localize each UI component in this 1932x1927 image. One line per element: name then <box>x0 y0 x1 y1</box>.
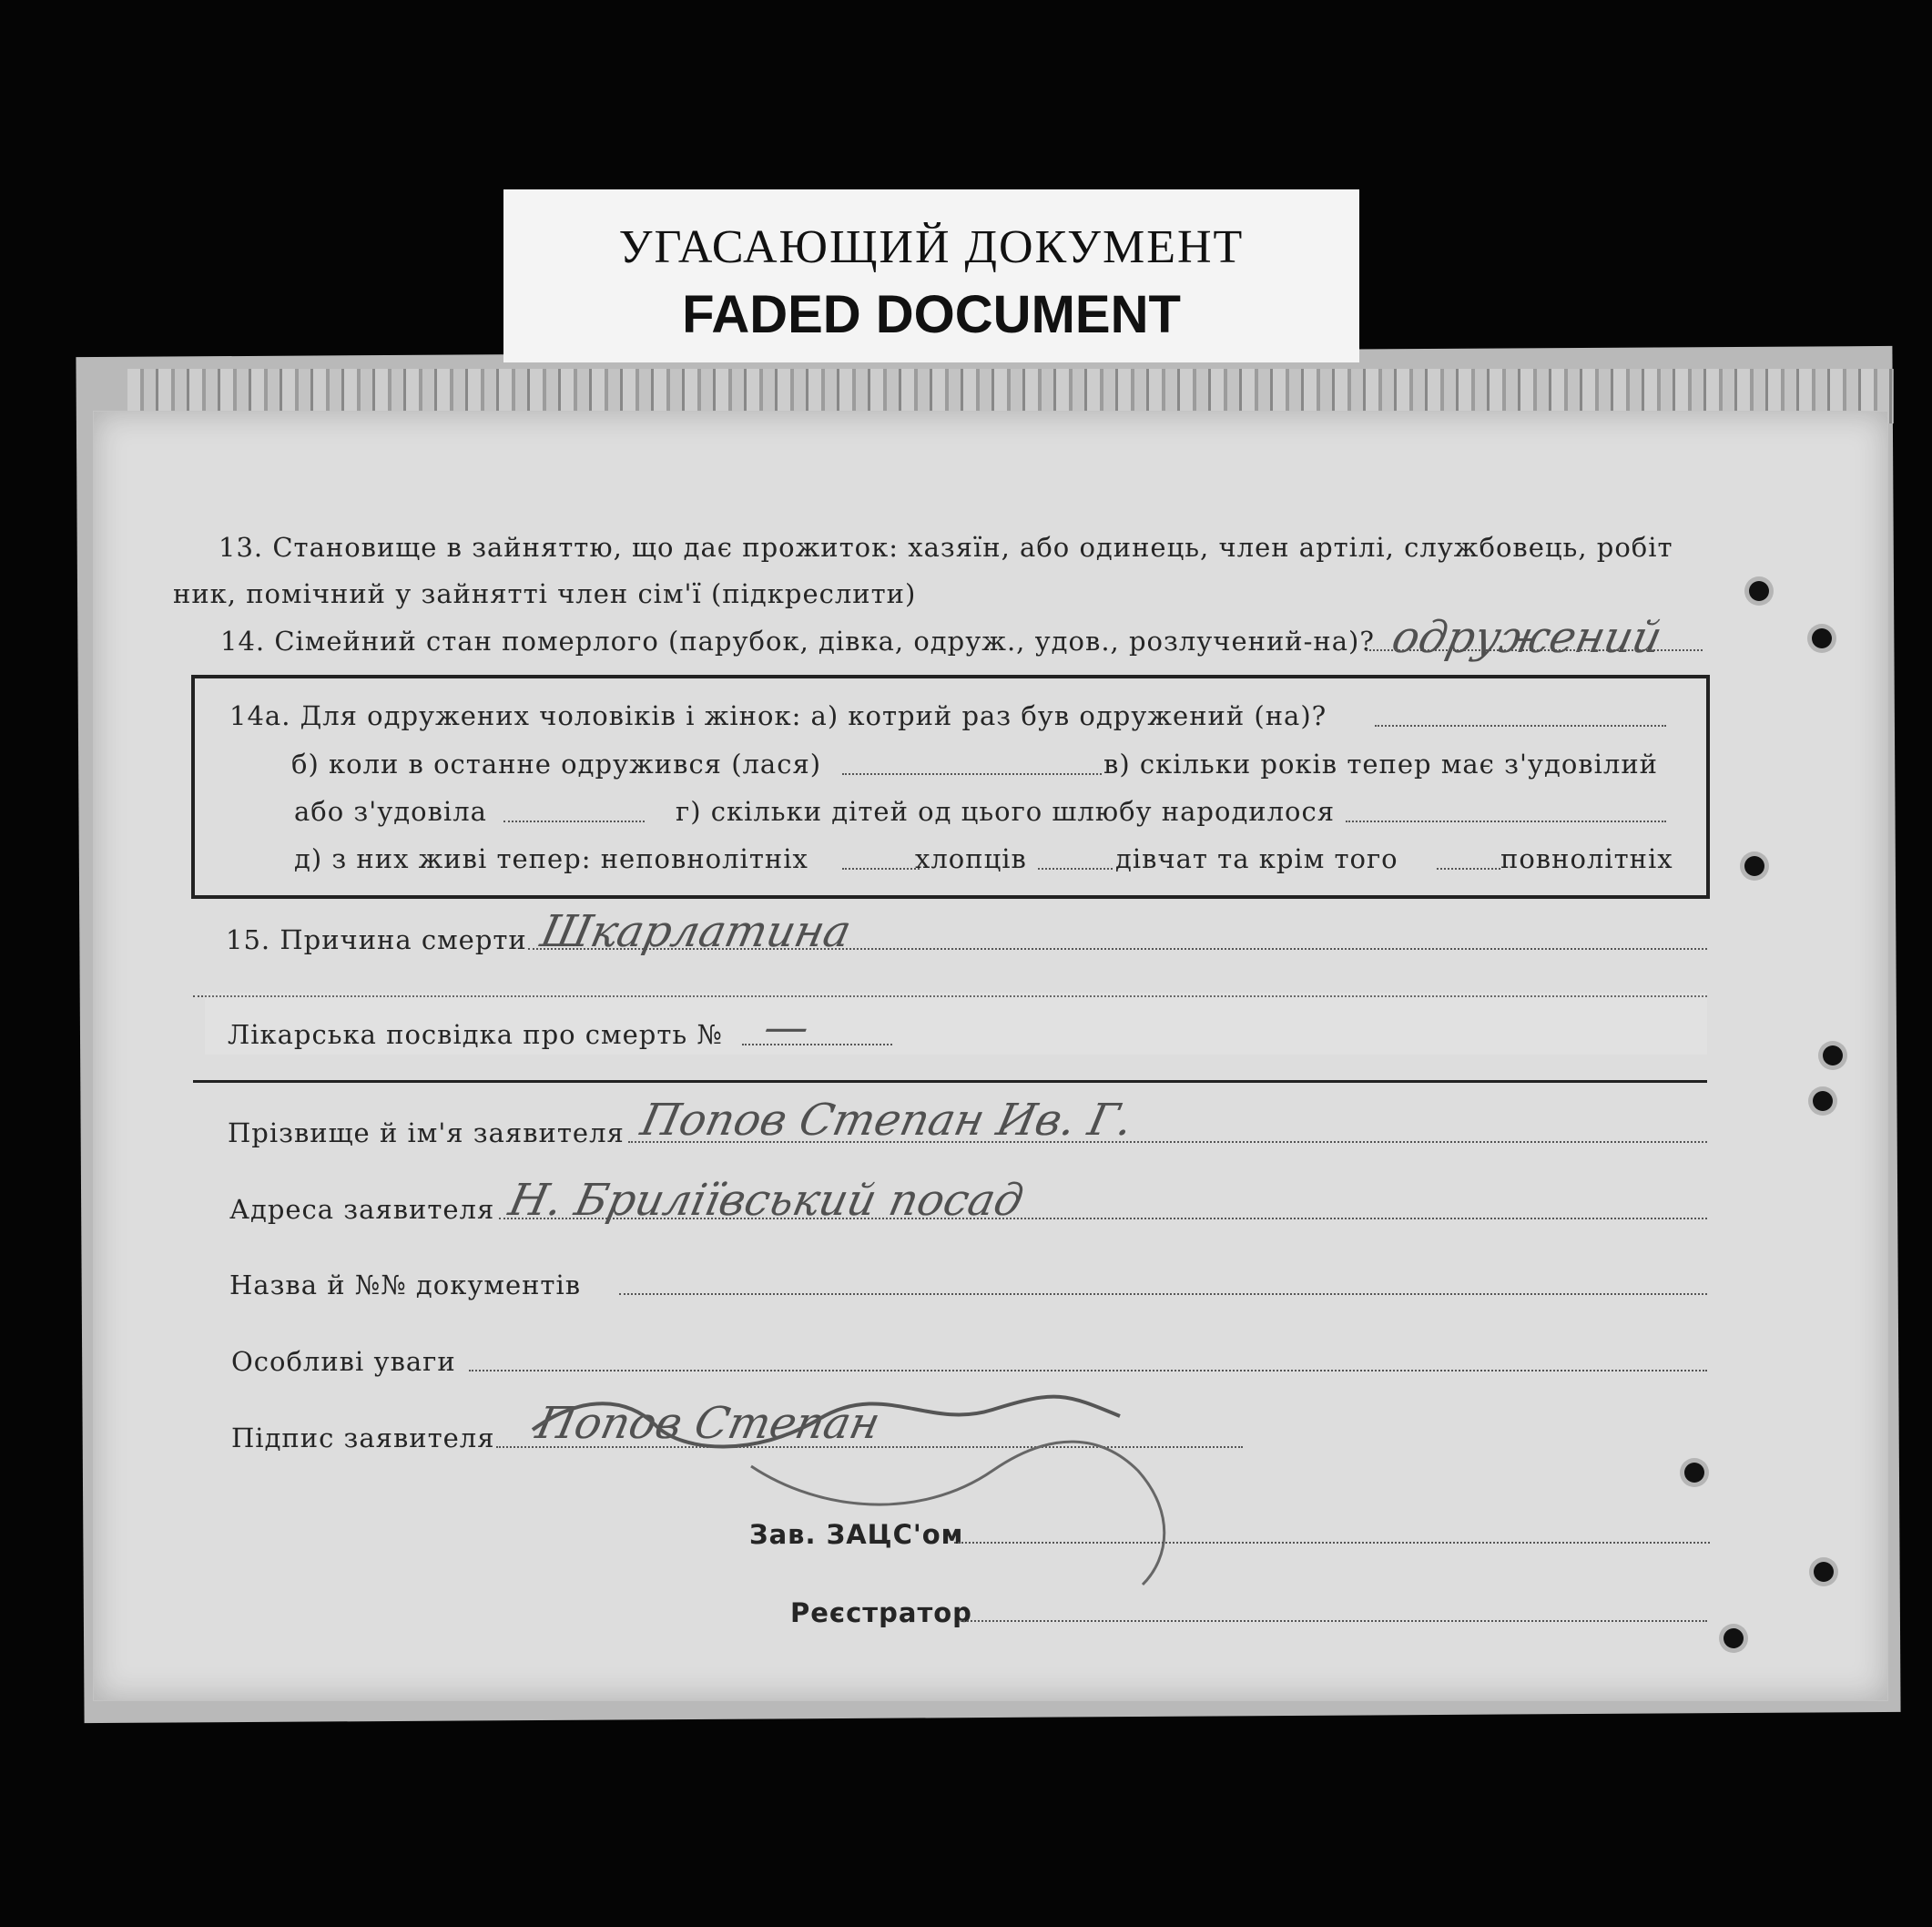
binding-hole <box>1744 856 1764 876</box>
applicant-signature-label: Підпис заявителя <box>231 1422 495 1453</box>
documents-line <box>619 1293 1707 1295</box>
signature-flourish <box>519 1375 1211 1594</box>
adults-label: повнолітніх <box>1500 843 1673 874</box>
living-minors-label: д) з них живі тепер: неповнолітніх <box>294 843 808 874</box>
registrar-line <box>961 1620 1707 1622</box>
applicant-name-line <box>628 1141 1707 1143</box>
binding-hole <box>1724 1628 1744 1648</box>
girls-line <box>1437 868 1500 870</box>
cause-of-death-line <box>528 948 1707 950</box>
marriage-count-label: 14а. Для одружених чоловіків і жінок: а) котрий раз був одружений (на)? <box>229 700 1327 731</box>
documents-label: Назва й №№ документів <box>229 1269 582 1300</box>
section-divider <box>193 1080 1707 1083</box>
special-notes-line <box>469 1370 1707 1371</box>
applicant-address-line <box>499 1218 1707 1219</box>
children-born-line <box>1346 821 1666 822</box>
binding-hole <box>1684 1463 1704 1483</box>
medical-certificate-line <box>742 1044 892 1045</box>
registrar-label: Реєстратор <box>790 1597 972 1628</box>
living-minors-line <box>842 868 920 870</box>
marriage-count-line <box>1375 725 1666 727</box>
widowed-line <box>503 821 645 822</box>
medical-certificate-number: — <box>759 1002 814 1053</box>
marital-status-value: одружений <box>1388 612 1667 663</box>
children-born-label: г) скільки дітей од цього шлюбу народилося <box>676 796 1336 827</box>
binding-hole <box>1814 1562 1834 1582</box>
binding-hole <box>1813 1091 1833 1111</box>
boys-line <box>1038 868 1113 870</box>
zags-head-label: Зав. ЗАЦС'ом <box>749 1519 964 1550</box>
binding-hole <box>1812 628 1832 648</box>
zags-head-line <box>954 1542 1710 1544</box>
cause-of-death-label: 15. Причина смерти <box>226 924 527 955</box>
binding-hole <box>1823 1045 1843 1065</box>
archive-label <box>503 189 1359 362</box>
applicant-signature-value: Попов Степан <box>532 1398 885 1449</box>
archive-label-english: FADED DOCUMENT <box>682 285 1181 344</box>
special-notes-label: Особливі уваги <box>231 1346 456 1377</box>
marital-status-label: 14. Сімейний стан померлого (парубок, дівка, одруж., удов., розлучений-на)? <box>220 626 1375 657</box>
widowed-label: або з'удовіла <box>294 796 487 827</box>
last-marriage-label: б) коли в останне одружився (лася) <box>291 749 822 780</box>
applicant-address-label: Адреса заявителя <box>229 1194 495 1225</box>
medical-certificate-label: Лікарська посвідка про смерть № <box>228 1019 723 1050</box>
applicant-name-label: Прізвище й ім'я заявителя <box>228 1117 625 1148</box>
widowed-years-label: в) скільки років тепер має з'удовілий <box>1103 749 1658 780</box>
boys-label: хлопців <box>915 843 1027 874</box>
applicant-address-value: Н. Бриліївський посад <box>504 1175 1028 1226</box>
cause-of-death-value: Шкарлатина <box>536 906 856 957</box>
item-13-line-2: ник, помічний у зайнятті член сім'ї (підкреслити) <box>173 578 917 609</box>
girls-label: дівчат та крім того <box>1115 843 1398 874</box>
binding-hole <box>1749 581 1769 601</box>
archive-label-russian: УГАСАЮЩИЙ ДОКУМЕНТ <box>618 221 1245 273</box>
item-13-line-1: 13. Становище в зайняттю, що дає прожиток: хазяїн, або одинець, член артілі, службовець, робіт <box>219 532 1673 563</box>
marital-status-line <box>1366 649 1703 651</box>
applicant-name-value: Попов Степан Ив. Г. <box>636 1095 1138 1146</box>
last-marriage-line <box>842 773 1102 775</box>
